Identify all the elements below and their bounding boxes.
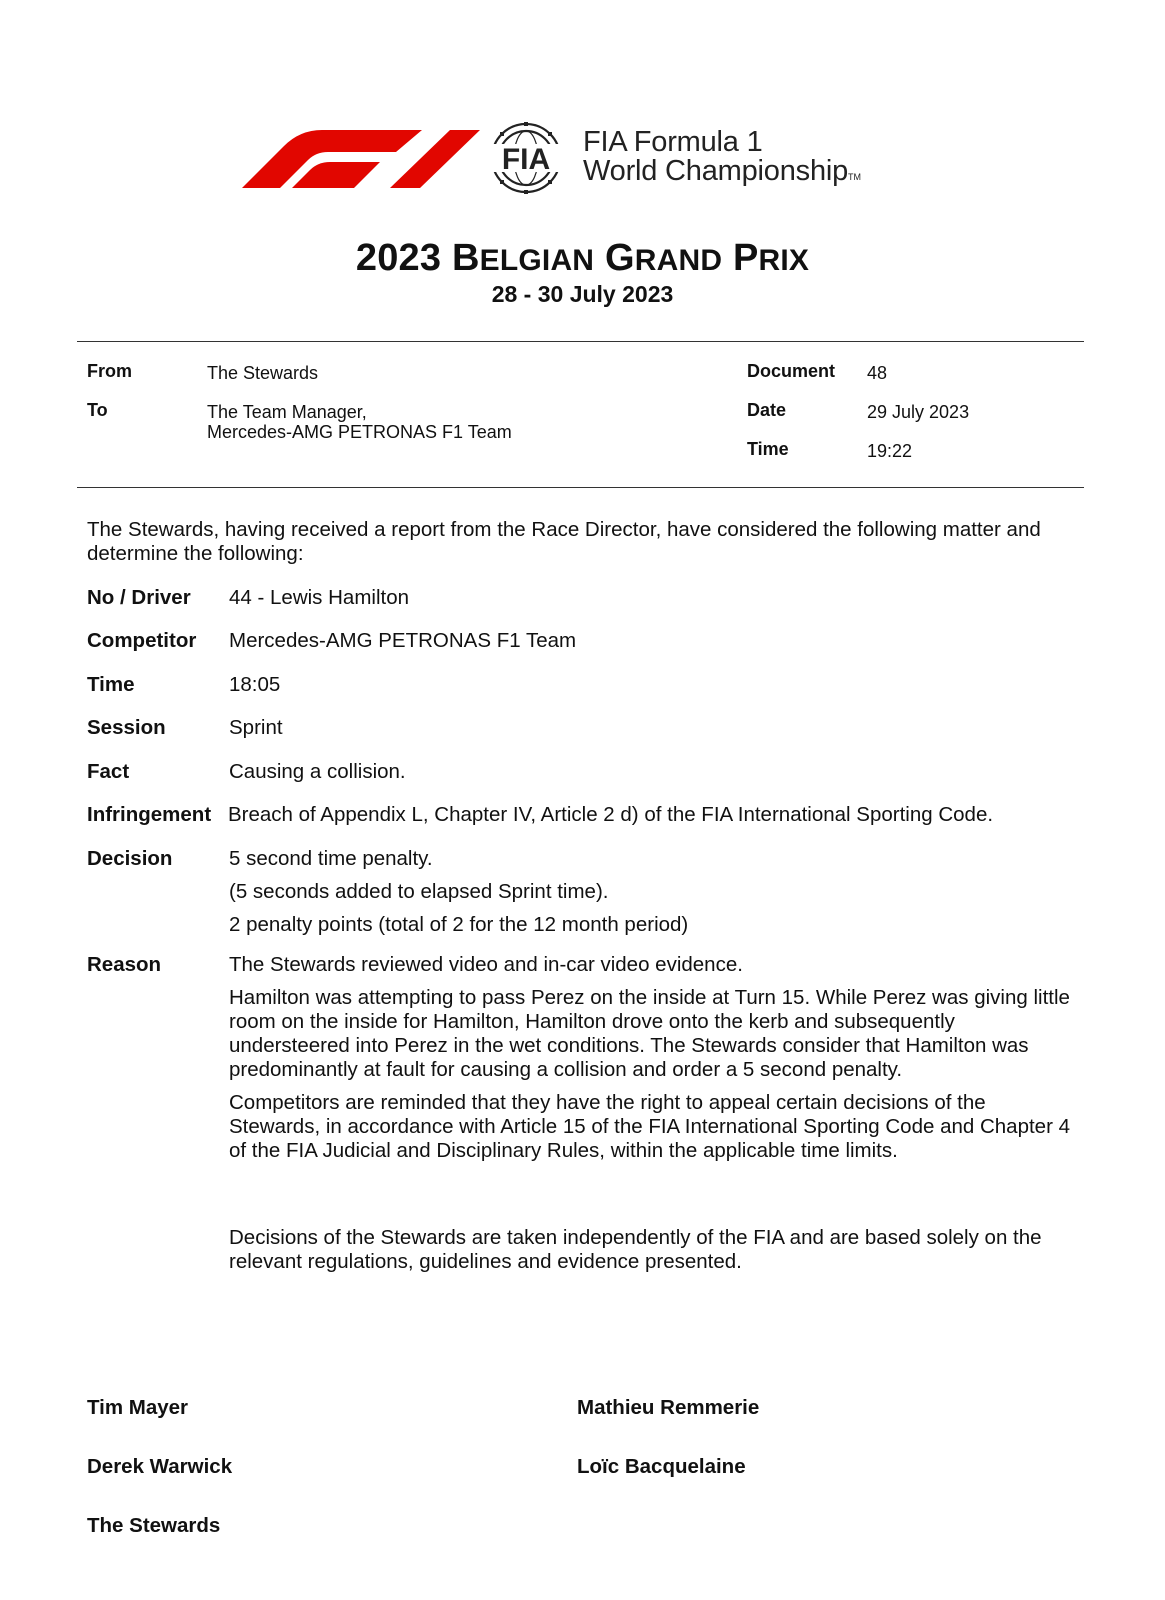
intro-paragraph: The Stewards, having received a report from the Race Director, have considered the following matter and determine the following: xyxy=(87,518,1041,565)
competitor-label: Competitor xyxy=(87,629,197,652)
logo-line-1: FIA Formula 1 xyxy=(583,126,763,158)
driver-label: No / Driver xyxy=(87,586,191,609)
from-label: From xyxy=(87,361,132,381)
bottom-divider xyxy=(77,487,1084,488)
reason-label: Reason xyxy=(87,953,162,976)
document-label: Document xyxy=(747,361,836,381)
trademark: TM xyxy=(848,172,862,182)
from-value: The Stewards xyxy=(207,363,319,383)
reason-value xyxy=(229,953,1079,1172)
event-dates: 28 - 30 July 2023 xyxy=(491,281,674,307)
reason-paragraph-3: Competitors are reminded that they have the right to appeal certain decisions of the Stewards, in accordance with Article 15 of the FIA International Sporting Code and Chapter 4 of the FIA Judicial and Disciplinary Rules, within the applicable time limits. xyxy=(229,1091,1070,1162)
to-value-line-1: The Team Manager, xyxy=(207,402,367,422)
fact-value: Causing a collision. xyxy=(229,760,406,783)
title-b: B xyxy=(451,237,480,279)
decision-line-2: (5 seconds added to elapsed Sprint time). xyxy=(229,880,609,903)
infringement-value: Breach of Appendix L, Chapter IV, Article 2 d) of the FIA International Sporting Code. xyxy=(228,803,994,826)
decision-label: Decision xyxy=(87,847,173,870)
time-label: Time xyxy=(747,439,789,459)
fia-seal-icon xyxy=(478,122,574,194)
to-value-line-2: Mercedes-AMG PETRONAS F1 Team xyxy=(207,422,512,442)
to-value xyxy=(207,402,512,442)
steward-derek-warwick: Derek Warwick xyxy=(87,1455,233,1478)
title-p: P xyxy=(732,237,759,279)
reason-paragraph-2: Hamilton was attempting to pass Perez on the inside at Turn 15. While Perez was giving little room on the inside for Hamilton, Hamilton drove onto the kerb and subsequently understeered into Perez in the wet conditions. The Stewards consider that Hamilton was predominantly at fault for causing a collision and order a 5 second penalty. xyxy=(229,986,1070,1081)
steward-mathieu-remmerie: Mathieu Remmerie xyxy=(577,1396,760,1419)
competitor-value: Mercedes-AMG PETRONAS F1 Team xyxy=(229,629,577,652)
logo-line-2: World Championship xyxy=(583,155,849,187)
title-rand: RAND xyxy=(634,244,723,277)
title-elgian: ELGIAN xyxy=(479,244,595,277)
top-divider xyxy=(77,341,1084,342)
seal-text: FIA xyxy=(501,143,551,176)
to-label: To xyxy=(87,400,108,420)
fia-f1-logo xyxy=(240,122,940,200)
steward-tim-mayer: Tim Mayer xyxy=(87,1396,189,1419)
title-g: G xyxy=(604,237,635,279)
steward-loic-bacquelaine: Loïc Bacquelaine xyxy=(577,1455,746,1478)
infringement-label: Infringement xyxy=(87,803,212,826)
title-year: 2023 xyxy=(355,237,442,279)
session-value: Sprint xyxy=(229,716,283,739)
fact-label: Fact xyxy=(87,760,130,783)
session-time-value: 18:05 xyxy=(229,673,281,696)
driver-value: 44 - Lewis Hamilton xyxy=(229,586,410,609)
session-label: Session xyxy=(87,716,166,739)
session-time-label: Time xyxy=(87,673,135,696)
reason-paragraph-1: The Stewards reviewed video and in-car video evidence. xyxy=(229,953,743,976)
decision-line-1: 5 second time penalty. xyxy=(229,847,433,870)
decision-value xyxy=(229,847,1079,946)
document-title xyxy=(0,237,1165,280)
title-rix: RIX xyxy=(758,244,810,277)
document-value: 48 xyxy=(867,363,888,383)
date-value: 29 July 2023 xyxy=(867,402,970,422)
date-label: Date xyxy=(747,400,787,420)
championship-text xyxy=(583,128,861,192)
decision-line-3: 2 penalty points (total of 2 for the 12 month period) xyxy=(229,913,689,936)
independence-note: Decisions of the Stewards are taken independently of the FIA and are based solely on the relevant regulations, guidelines and evidence presented. xyxy=(229,1226,1042,1273)
time-value: 19:22 xyxy=(867,441,913,461)
f1-logo-icon xyxy=(240,128,480,188)
stewards-footer: The Stewards xyxy=(87,1514,221,1537)
